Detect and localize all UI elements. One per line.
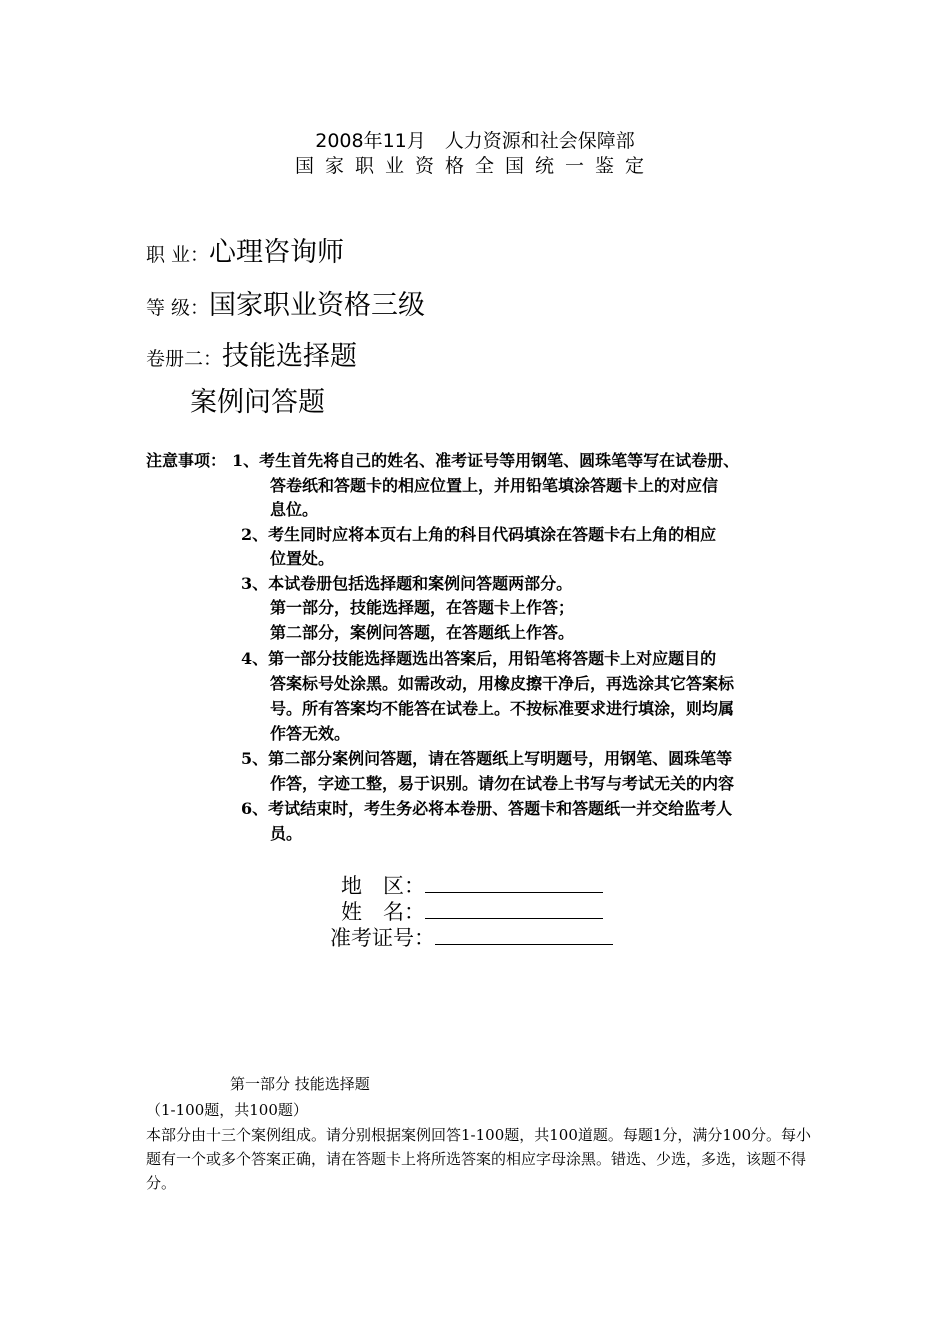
level-row [146, 283, 425, 322]
part1-range: （1-100题，共100题） [146, 1101, 308, 1119]
ticket-input-line[interactable] [435, 924, 613, 945]
part1-title: 第一部分 技能选择题 [230, 1075, 370, 1093]
note-line: 答案标号处涂黑。如需改动，用橡皮擦干净后，再选涂其它答案标 [270, 674, 735, 693]
note-line: 6、考试结束时，考生务必将本卷册、答题卡和答题纸一并交给监考人 [241, 799, 733, 818]
region-label: 地 区： [341, 874, 425, 898]
note-line: 第二部分，案例问答题，在答题纸上作答。 [270, 623, 575, 642]
note-line: 3、本试卷册包括选择题和案例问答题两部分。 [241, 574, 573, 593]
note-line: 5、第二部分案例问答题，请在答题纸上写明题号，用钢笔、圆珠笔等 [241, 749, 733, 768]
level-label: 等 级： [146, 297, 210, 319]
name-label: 姓 名： [341, 900, 425, 924]
note-line: 位置处。 [270, 549, 335, 568]
part1-description: 本部分由十三个案例组成。请分别根据案例回答1-100题，共100道题。每题1分，满分100分。每小题有一个或多个答案正确，请在答题卡上将所选答案的相应字母涂黑。错选、少选，多选，该题不得分。 [146, 1126, 812, 1192]
volume-row [146, 334, 357, 373]
header-line-1: 2008年11月 人力资源和社会保障部 [315, 130, 635, 152]
occupation-label: 职 业： [146, 244, 210, 266]
volume-value-1: 技能选择题 [222, 341, 358, 372]
note-line: 作答无效。 [270, 724, 351, 743]
note-line: 第一部分，技能选择题，在答题卡上作答； [270, 598, 575, 617]
name-input-line[interactable] [425, 898, 603, 919]
note-line: 4、第一部分技能选择题选出答案后，用铅笔将答题卡上对应题目的 [241, 649, 717, 668]
note-line: 号。所有答案均不能答在试卷上。不按标准要求进行填涂，则均属 [270, 699, 735, 718]
note-line: 作答，字迹工整，易于识别。请勿在试卷上书写与考试无关的内容 [270, 774, 735, 793]
note-line: 1、考生首先将自己的姓名、准考证号等用钢笔、圆珠笔等写在试卷册、 [232, 451, 740, 470]
ticket-label: 准考证号： [330, 926, 435, 950]
volume-label: 卷册二： [146, 348, 223, 370]
note-line: 员。 [270, 824, 303, 843]
note-line: 答卷纸和答题卡的相应位置上，并用铅笔填涂答题卡上的对应信 [270, 476, 719, 495]
note-line: 息位。 [270, 500, 319, 519]
note-line: 2、考生同时应将本页右上角的科目代码填涂在答题卡右上角的相应 [241, 525, 717, 544]
occupation-value: 心理咨询师 [209, 237, 345, 268]
level-value: 国家职业资格三级 [209, 290, 426, 321]
notes-title: 注意事项： [146, 451, 227, 470]
ticket-field [330, 922, 613, 952]
region-input-line[interactable] [425, 872, 603, 893]
occupation-row [146, 230, 344, 269]
volume-value-2: 案例问答题 [190, 387, 325, 418]
header-line-2: 国家职业资格全国统一鉴定 [294, 155, 655, 177]
